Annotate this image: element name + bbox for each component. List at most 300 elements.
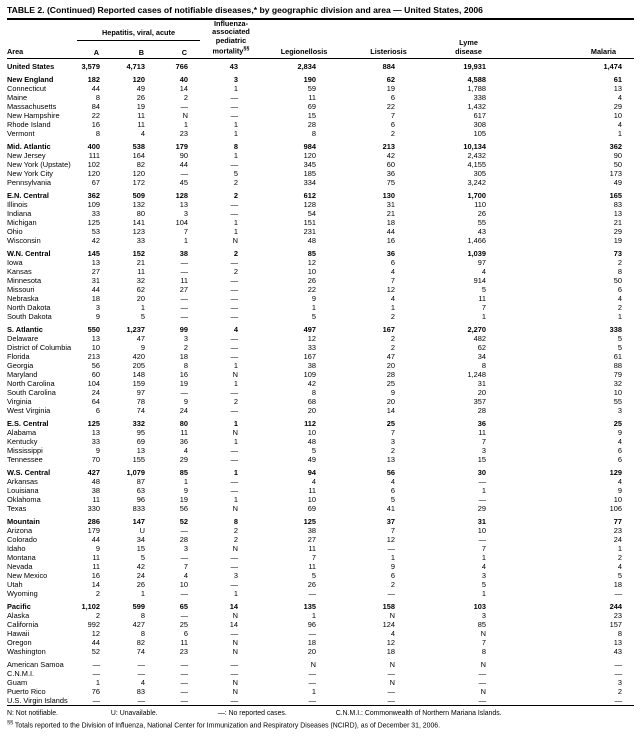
value-cell: 26 <box>136 93 145 103</box>
value-cell: 4 <box>481 562 487 572</box>
value-cell: 40 <box>179 75 189 85</box>
table-row <box>7 294 634 303</box>
value-cell: 9 <box>183 486 189 496</box>
value-cell: 612 <box>303 191 317 201</box>
value-cell: 56 <box>386 468 396 478</box>
value-cell: 15 <box>307 111 317 121</box>
table-row <box>7 562 634 571</box>
value-cell: 4 <box>617 437 623 447</box>
value-cell: 4 <box>390 294 396 304</box>
value-cell: N <box>389 660 396 670</box>
value-cell: 5 <box>311 446 317 456</box>
value-cell: 94 <box>307 468 317 478</box>
value-cell: — <box>614 669 623 679</box>
area-cell: Kentucky <box>7 437 38 447</box>
table-row <box>7 129 634 138</box>
value-cell: 27 <box>179 285 189 295</box>
table-row <box>7 84 634 93</box>
value-cell: 42 <box>386 151 396 161</box>
value-cell: — <box>180 388 189 398</box>
value-cell: N <box>232 236 239 246</box>
value-cell: 244 <box>609 602 623 612</box>
column-header-hepatitis-c: C <box>155 40 200 58</box>
value-cell: 19 <box>179 379 189 389</box>
value-cell: 5 <box>481 580 487 590</box>
value-cell: 20 <box>477 388 487 398</box>
value-cell: 28 <box>386 370 396 380</box>
value-cell: 19 <box>613 236 623 246</box>
table-row <box>7 397 634 406</box>
value-cell: 21 <box>386 209 396 219</box>
value-cell: 42 <box>136 562 145 572</box>
value-cell: 13 <box>91 258 100 268</box>
value-cell: 90 <box>613 151 623 161</box>
value-cell: 8 <box>311 388 317 398</box>
value-cell: 60 <box>386 160 396 170</box>
area-cell: Delaware <box>7 334 39 344</box>
area-cell: Colorado <box>7 535 37 545</box>
area-cell: Pennsylvania <box>7 178 51 188</box>
area-cell: Virginia <box>7 397 32 407</box>
value-cell: 334 <box>303 178 317 188</box>
value-cell: 3 <box>183 334 189 344</box>
value-cell: 13 <box>386 455 396 465</box>
value-cell: 13 <box>613 209 623 219</box>
value-cell: 18 <box>386 218 396 228</box>
table-row <box>7 419 634 428</box>
value-cell: 11 <box>92 562 100 572</box>
value-cell: 8 <box>183 361 189 371</box>
value-cell: 44 <box>91 285 100 295</box>
value-cell: — <box>230 160 239 170</box>
value-cell: 29 <box>477 504 487 514</box>
value-cell: — <box>180 678 189 688</box>
value-cell: 20 <box>307 406 317 416</box>
value-cell: N <box>232 504 239 514</box>
value-cell: 1 <box>617 129 623 139</box>
area-cell: Utah <box>7 580 23 590</box>
area-cell: Tennessee <box>7 455 43 465</box>
value-cell: — <box>478 678 487 688</box>
column-header-hepatitis-b: B <box>105 40 155 58</box>
column-header-listeriosis <box>346 19 431 59</box>
value-cell: 179 <box>175 142 189 152</box>
value-cell: 11 <box>478 294 487 304</box>
value-cell: 33 <box>307 343 317 353</box>
value-cell: 1 <box>183 477 189 487</box>
value-cell: — <box>230 209 239 219</box>
value-cell: 914 <box>473 276 487 286</box>
value-cell: 16 <box>91 120 100 130</box>
value-cell: 5 <box>617 343 623 353</box>
value-cell: — <box>180 294 189 304</box>
value-cell: 205 <box>132 361 145 371</box>
area-cell: E.S. Central <box>7 419 49 429</box>
value-cell: — <box>230 200 239 210</box>
lyme-header-label: Lyme disease <box>455 38 482 56</box>
value-cell: 9 <box>311 294 317 304</box>
value-cell: 9 <box>95 544 100 554</box>
value-cell: 14 <box>386 406 396 416</box>
value-cell: 7 <box>183 562 189 572</box>
value-cell: 23 <box>179 647 189 657</box>
value-cell: 190 <box>303 75 317 85</box>
value-cell: 9 <box>95 312 100 322</box>
value-cell: — <box>230 303 239 313</box>
value-cell: 213 <box>382 142 396 152</box>
value-cell: 159 <box>132 379 145 389</box>
value-cell: — <box>137 660 145 670</box>
value-cell: 4 <box>390 477 396 487</box>
value-cell: 2 <box>95 611 100 621</box>
value-cell: 14 <box>229 602 239 612</box>
table-row <box>7 142 634 151</box>
footnote-influenza-marker: §§ <box>7 720 14 727</box>
value-cell: 6 <box>390 120 396 130</box>
value-cell: 11 <box>137 120 145 130</box>
value-cell: 44 <box>179 160 189 170</box>
value-cell: 11 <box>137 111 145 121</box>
value-cell: 11 <box>92 553 100 563</box>
area-cell: North Carolina <box>7 379 55 389</box>
value-cell: 62 <box>386 75 396 85</box>
influenza-footnote-marker: §§ <box>243 46 250 53</box>
value-cell: 7 <box>390 276 396 286</box>
value-cell: — <box>614 696 623 706</box>
value-cell: 8 <box>311 129 317 139</box>
value-cell: 3 <box>183 544 189 554</box>
table-row <box>7 303 634 312</box>
value-cell: 20 <box>386 361 396 371</box>
value-cell: — <box>387 589 396 599</box>
value-cell: 1 <box>233 218 239 228</box>
column-header-malaria <box>506 19 634 59</box>
value-cell: 4 <box>311 477 317 487</box>
value-cell: 44 <box>91 535 100 545</box>
value-cell: 16 <box>386 236 396 246</box>
value-cell: 19 <box>179 495 189 505</box>
area-cell: Guam <box>7 678 28 688</box>
footnote-influenza-note <box>7 719 634 730</box>
value-cell: 61 <box>613 352 623 362</box>
value-cell: 10 <box>179 580 189 590</box>
value-cell: — <box>308 696 317 706</box>
area-cell: E.N. Central <box>7 191 49 201</box>
value-cell: 18 <box>179 352 189 362</box>
value-cell: 50 <box>613 276 623 286</box>
table-row <box>7 93 634 102</box>
value-cell: 1 <box>183 120 189 130</box>
value-cell: 1 <box>617 544 623 554</box>
value-cell: 362 <box>609 142 623 152</box>
value-cell: 3 <box>481 611 487 621</box>
value-cell: — <box>387 544 396 554</box>
value-cell: 14 <box>91 580 100 590</box>
value-cell: 1,248 <box>467 370 487 380</box>
value-cell: — <box>137 696 145 706</box>
value-cell: 509 <box>132 191 145 201</box>
value-cell: 8 <box>617 629 623 639</box>
area-cell: Rhode Island <box>7 120 51 130</box>
value-cell: 1 <box>233 589 239 599</box>
value-cell: 7 <box>311 553 317 563</box>
value-cell: 31 <box>477 517 487 527</box>
value-cell: 345 <box>303 160 317 170</box>
value-cell: 70 <box>91 455 100 465</box>
column-group-hepatitis <box>77 19 200 40</box>
value-cell: 11 <box>478 428 487 438</box>
value-cell: 109 <box>87 200 100 210</box>
table-row <box>7 160 634 169</box>
value-cell: 32 <box>136 276 145 286</box>
value-cell: 6 <box>617 446 623 456</box>
value-cell: 37 <box>386 517 396 527</box>
value-cell: 2 <box>390 580 396 590</box>
value-cell: 128 <box>303 200 317 210</box>
value-cell: 20 <box>386 397 396 407</box>
value-cell: 2 <box>390 129 396 139</box>
table-row <box>7 59 634 72</box>
value-cell: 12 <box>386 638 396 648</box>
value-cell: 105 <box>473 129 487 139</box>
value-cell: 85 <box>179 468 189 478</box>
value-cell: 1 <box>617 312 623 322</box>
value-cell: 2 <box>233 535 239 545</box>
value-cell: — <box>180 669 189 679</box>
table-row <box>7 200 634 209</box>
value-cell: 16 <box>179 370 189 380</box>
table-row <box>7 312 634 321</box>
value-cell: 2 <box>617 687 623 697</box>
value-cell: 24 <box>91 388 100 398</box>
table-row <box>7 611 634 620</box>
value-cell: 41 <box>386 504 396 514</box>
value-cell: 130 <box>382 191 396 201</box>
value-cell: 538 <box>132 142 145 152</box>
value-cell: 167 <box>303 352 317 362</box>
value-cell: 833 <box>132 504 145 514</box>
value-cell: 338 <box>609 325 623 335</box>
area-cell: Montana <box>7 553 36 563</box>
value-cell: 9 <box>95 446 100 456</box>
value-cell: 43 <box>613 647 623 657</box>
value-cell: 43 <box>477 227 487 237</box>
value-cell: N <box>480 629 487 639</box>
area-cell: Kansas <box>7 267 32 277</box>
value-cell: 2 <box>390 446 396 456</box>
value-cell: 80 <box>136 209 145 219</box>
value-cell: 427 <box>132 620 145 630</box>
value-cell: 13 <box>179 200 189 210</box>
area-cell: Nevada <box>7 562 33 572</box>
value-cell: 50 <box>613 160 623 170</box>
value-cell: 8 <box>233 142 239 152</box>
value-cell: — <box>230 629 239 639</box>
value-cell: 31 <box>477 379 487 389</box>
value-cell: 1 <box>481 486 487 496</box>
value-cell: 13 <box>91 428 100 438</box>
value-cell: 4,155 <box>467 160 487 170</box>
value-cell: 1 <box>481 553 487 563</box>
value-cell: 28 <box>477 406 487 416</box>
value-cell: 158 <box>382 602 396 612</box>
value-cell: 2 <box>390 343 396 353</box>
value-cell: 128 <box>175 191 189 201</box>
value-cell: — <box>230 102 239 112</box>
value-cell: — <box>180 258 189 268</box>
table-row <box>7 428 634 437</box>
value-cell: 338 <box>473 93 487 103</box>
column-header-influenza-mortality <box>200 19 262 59</box>
value-cell: 109 <box>303 370 317 380</box>
value-cell: 48 <box>307 236 317 246</box>
value-cell: 20 <box>136 294 145 304</box>
value-cell: 34 <box>477 352 487 362</box>
value-cell: 36 <box>386 169 396 179</box>
value-cell: — <box>180 553 189 563</box>
value-cell: 27 <box>91 267 100 277</box>
value-cell: 147 <box>132 517 145 527</box>
table-row <box>7 209 634 218</box>
value-cell: 4 <box>617 120 623 130</box>
value-cell: — <box>478 477 487 487</box>
value-cell: 2 <box>233 526 239 536</box>
area-cell: Minnesota <box>7 276 42 286</box>
value-cell: 1 <box>481 589 487 599</box>
column-header-area <box>7 19 77 59</box>
value-cell: 26 <box>307 580 317 590</box>
area-cell: Louisiana <box>7 486 39 496</box>
table-row <box>7 696 634 706</box>
value-cell: 52 <box>91 647 100 657</box>
value-cell: — <box>180 526 189 536</box>
value-cell: 6 <box>390 258 396 268</box>
value-cell: 5 <box>311 312 317 322</box>
value-cell: 31 <box>386 200 396 210</box>
area-cell: Alaska <box>7 611 30 621</box>
value-cell: 2 <box>390 312 396 322</box>
value-cell: — <box>180 687 189 697</box>
value-cell: 3 <box>390 437 396 447</box>
value-cell: N <box>232 370 239 380</box>
value-cell: 69 <box>307 102 317 112</box>
table-row <box>7 406 634 415</box>
area-cell: United States <box>7 62 55 72</box>
footnote-not-notifiable: N: Not notifiable. <box>7 710 58 718</box>
value-cell: 129 <box>609 468 623 478</box>
area-cell: New Jersey <box>7 151 46 161</box>
value-cell: 5 <box>390 495 396 505</box>
value-cell: — <box>230 343 239 353</box>
area-cell: Wisconsin <box>7 236 41 246</box>
value-cell: 3 <box>481 446 487 456</box>
value-cell: 63 <box>136 486 145 496</box>
area-cell: Mountain <box>7 517 40 527</box>
value-cell: — <box>387 687 396 697</box>
value-cell: 67 <box>91 178 100 188</box>
value-cell: — <box>180 312 189 322</box>
value-cell: 13 <box>613 638 623 648</box>
area-cell: Puerto Rico <box>7 687 46 697</box>
value-cell: — <box>180 267 189 277</box>
value-cell: — <box>230 352 239 362</box>
table-row <box>7 191 634 200</box>
value-cell: 1,079 <box>126 468 145 478</box>
value-cell: — <box>230 258 239 268</box>
area-cell: Pacific <box>7 602 31 612</box>
value-cell: 185 <box>303 169 317 179</box>
value-cell: N <box>232 544 239 554</box>
area-cell: Nebraska <box>7 294 39 304</box>
value-cell: 68 <box>307 397 317 407</box>
value-cell: 165 <box>609 191 623 201</box>
area-cell: Michigan <box>7 218 37 228</box>
value-cell: 10 <box>477 526 487 536</box>
value-cell: 1 <box>140 303 145 313</box>
area-cell: Indiana <box>7 209 32 219</box>
value-cell: 617 <box>473 111 487 121</box>
value-cell: — <box>308 678 317 688</box>
value-cell: 25 <box>386 379 396 389</box>
area-cell: West Virginia <box>7 406 51 416</box>
value-cell: 6 <box>617 455 623 465</box>
value-cell: 14 <box>229 620 239 630</box>
footnote-cnmi: C.N.M.I.: Commonwealth of Northern Mariana Islands. <box>335 710 502 718</box>
area-cell: Arkansas <box>7 477 38 487</box>
table-row <box>7 276 634 285</box>
value-cell: 90 <box>179 151 189 161</box>
value-cell: 80 <box>179 419 189 429</box>
hepatitis-group-label: Hepatitis, viral, acute <box>102 28 175 38</box>
value-cell: 29 <box>179 455 189 465</box>
value-cell: 48 <box>307 437 317 447</box>
area-cell: South Dakota <box>7 312 52 322</box>
value-cell: 96 <box>136 495 145 505</box>
value-cell: 4 <box>140 678 145 688</box>
value-cell: 24 <box>136 571 145 581</box>
area-cell: Idaho <box>7 544 26 554</box>
value-cell: — <box>478 495 487 505</box>
value-cell: 427 <box>87 468 100 478</box>
value-cell: — <box>230 312 239 322</box>
value-cell: 6 <box>617 285 623 295</box>
value-cell: — <box>308 629 317 639</box>
area-cell: New York (Upstate) <box>7 160 71 170</box>
column-header-lyme-disease <box>431 19 506 59</box>
table-row <box>7 678 634 687</box>
value-cell: 984 <box>303 142 317 152</box>
value-cell: 102 <box>87 160 100 170</box>
area-cell: North Dakota <box>7 303 51 313</box>
area-cell: W.S. Central <box>7 468 51 478</box>
value-cell: 24 <box>179 406 189 416</box>
value-cell: N <box>232 428 239 438</box>
area-cell: Texas <box>7 504 27 514</box>
value-cell: 2 <box>617 258 623 268</box>
area-cell: U.S. Virgin Islands <box>7 696 68 706</box>
value-cell: 65 <box>179 602 189 612</box>
table-row <box>7 526 634 535</box>
value-cell: 1,237 <box>126 325 145 335</box>
column-header-legionellosis <box>262 19 346 59</box>
area-cell: Massachusetts <box>7 102 57 112</box>
value-cell: 83 <box>613 200 623 210</box>
value-cell: 2 <box>233 249 239 259</box>
value-cell: 11 <box>308 486 317 496</box>
table-body <box>7 59 634 706</box>
value-cell: 420 <box>132 352 145 362</box>
value-cell: N <box>389 678 396 688</box>
